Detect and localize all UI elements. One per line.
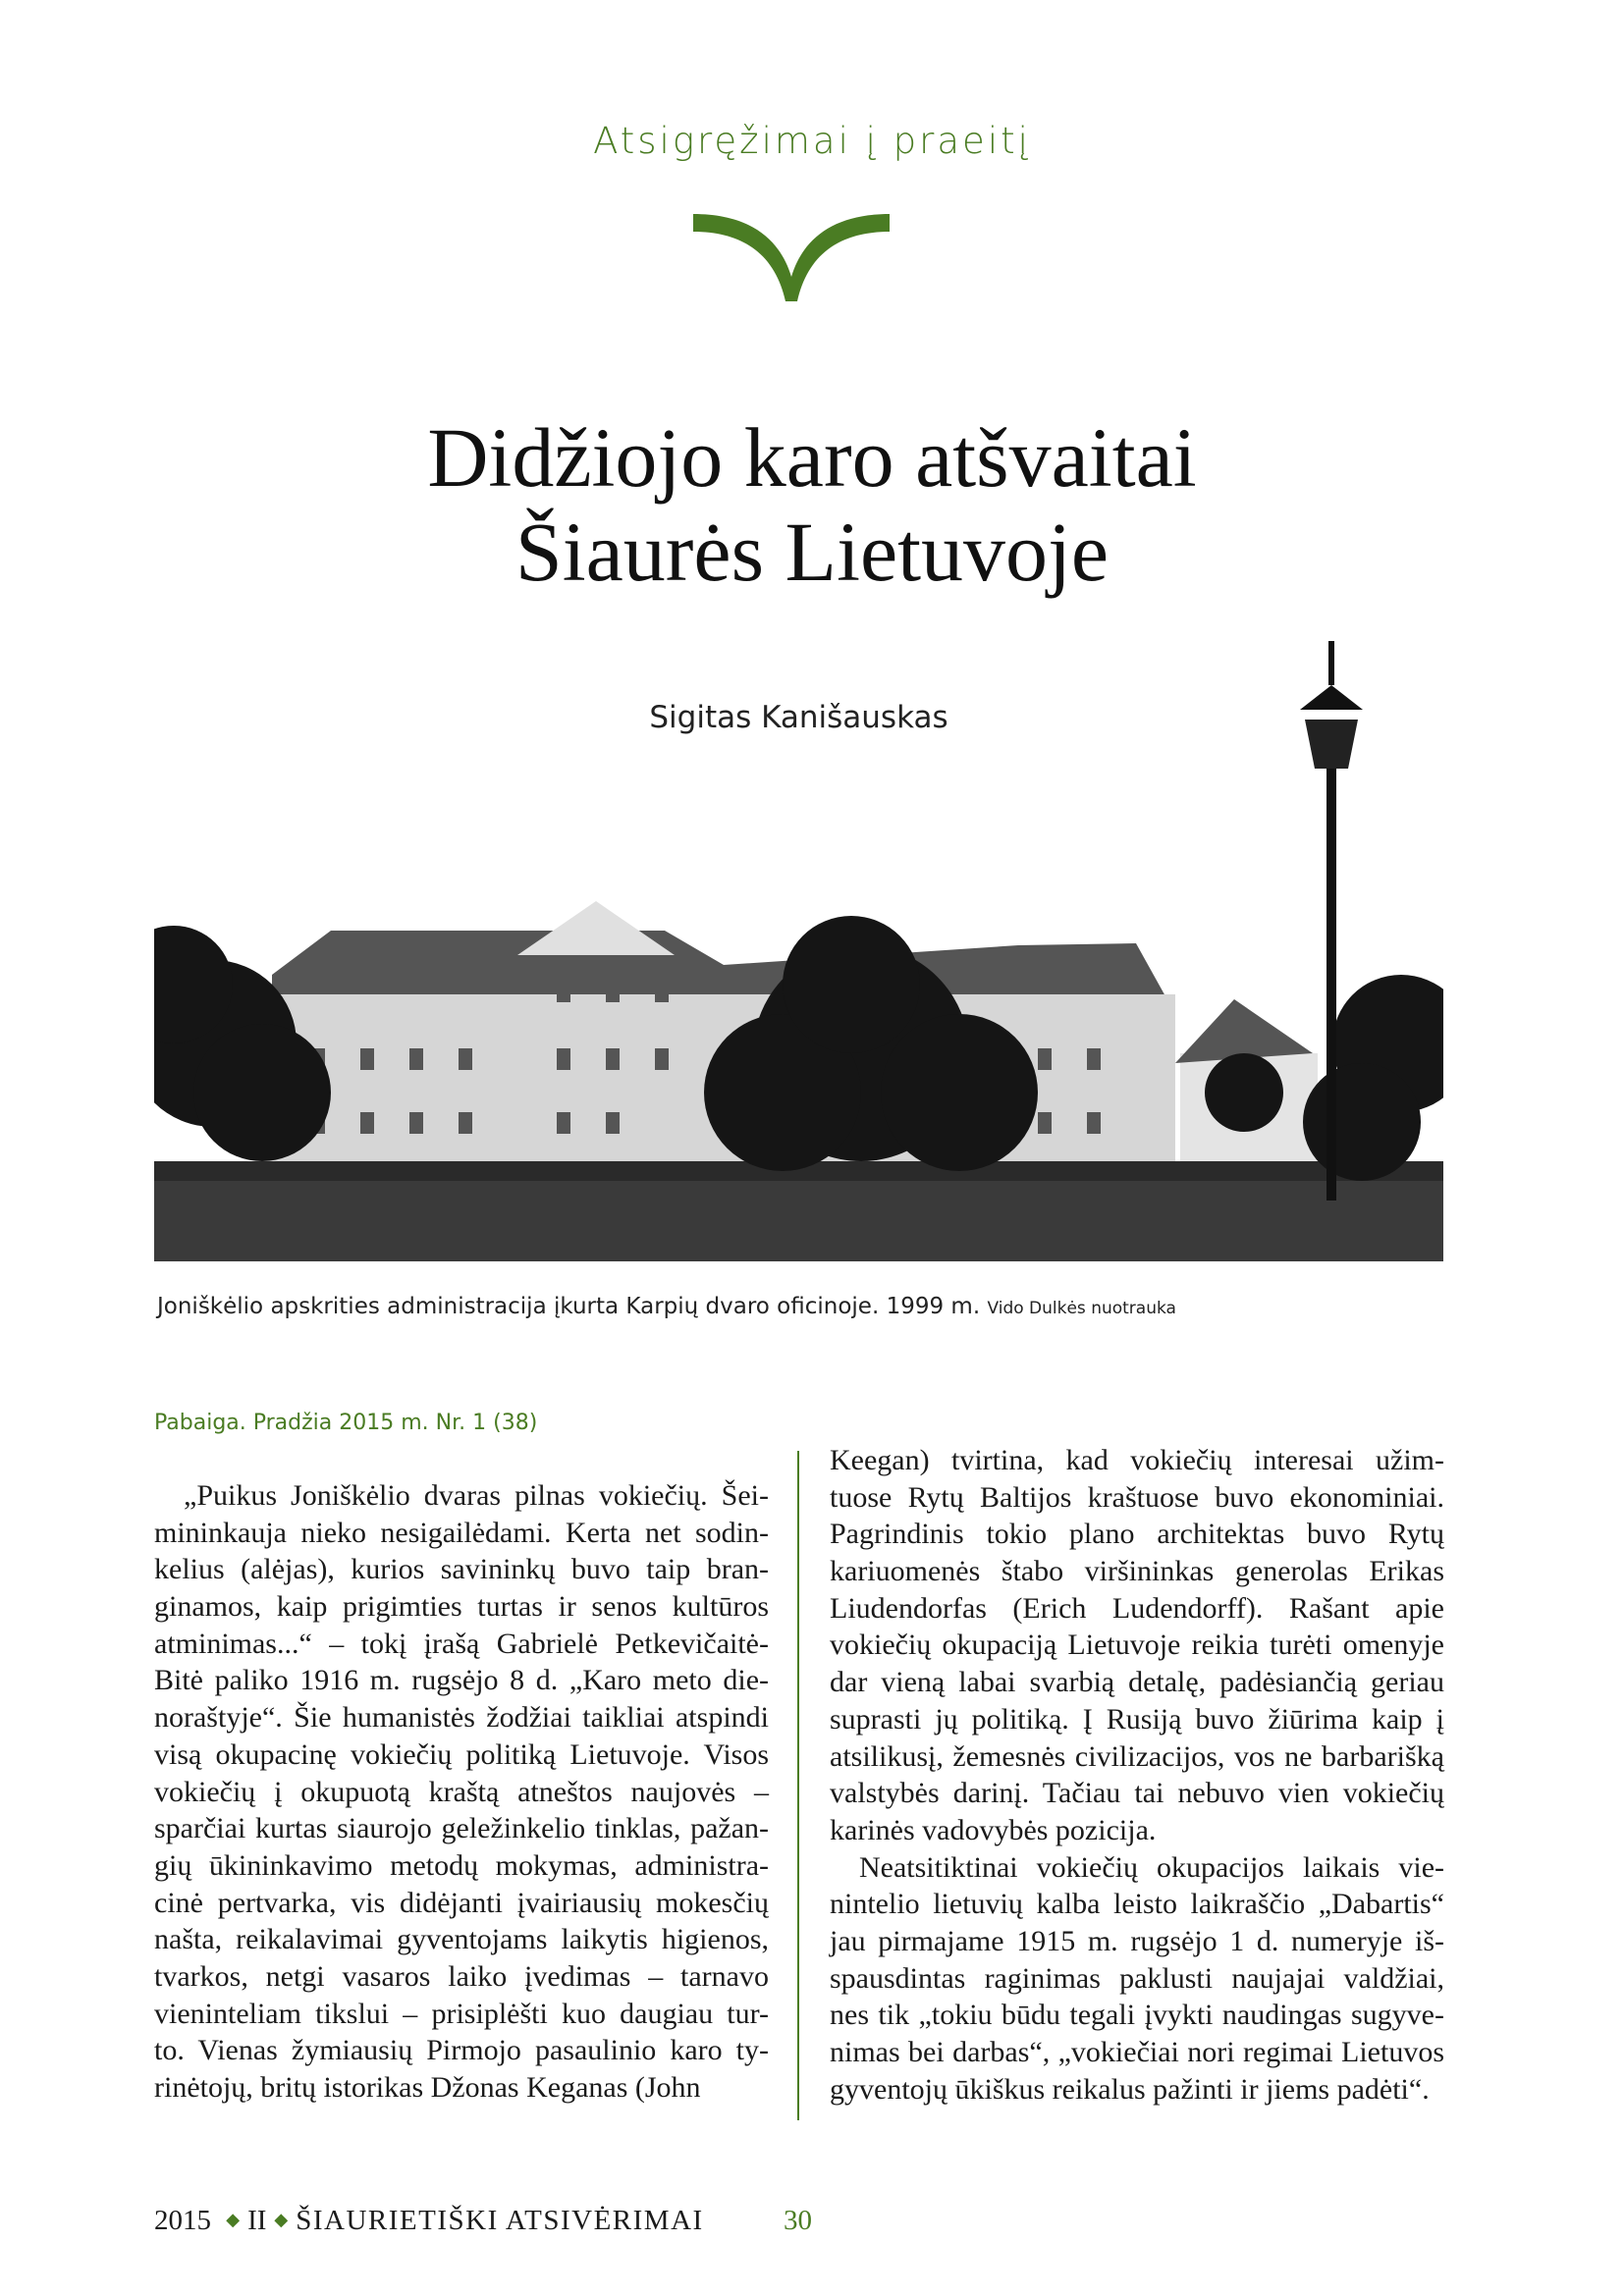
diamond-icon: ◆ xyxy=(226,2210,241,2229)
manor-photo xyxy=(154,631,1443,1261)
text-line: dar vieną labai svarbią detalę, padėsiančią geriau xyxy=(830,1666,1444,1699)
text-line: gių ūkininkavimo metodų mokymas, administra- xyxy=(154,1848,769,1882)
text-line: nintelio lietuvių kalba leisto laikraščio „Dabartis“ xyxy=(830,1888,1444,1921)
footer xyxy=(154,2205,704,2237)
footer-issue: II xyxy=(247,2205,267,2236)
text-line: suprasti jų politiką. Į Rusiją buvo žiūrima kaip į xyxy=(830,1702,1444,1735)
text-line: karinės vadovybės pozicija. xyxy=(830,1813,1157,1846)
author-name: Sigitas Kanišauskas xyxy=(649,700,948,735)
text-line: rinėtojų, britų istorikas Džonas Keganas (John xyxy=(154,2071,701,2104)
text-line: tuose Rytų Baltijos kraštuose buvo ekonominiai. xyxy=(830,1480,1444,1514)
body-column-2 xyxy=(830,1442,1444,2108)
text-line: noraštyje“. Šie humanistės žodžiai taikliai atspindi xyxy=(154,1701,769,1735)
text-line: vokiečių į okupuotą kraštą atneštos naujovės – xyxy=(154,1775,769,1808)
footer-magazine: ŠIAURIETIŠKI ATSIVĖRIMAI xyxy=(296,2205,704,2236)
text-line: atminimas...“ – tokį įrašą Gabrielė Petkevičaitė- xyxy=(154,1627,769,1660)
title-line: Didžiojo karo atšvaitai xyxy=(427,410,1197,505)
text-line: kariuomenės štabo viršininkas generolas Erikas xyxy=(830,1555,1444,1588)
text-line: tvarkos, netgi vasaros laiko įvedimas – tarnavo xyxy=(154,1959,769,1993)
text-line: Pagrindinis tokio plano architektas buvo Rytų xyxy=(830,1518,1444,1551)
photo-credit: Vido Dulkės nuotrauka xyxy=(987,1299,1176,1318)
text-line: vieninteliam tikslui – prisiplėšti kuo daugiau tur- xyxy=(154,1997,769,2030)
text-line: cinė pertvarka, vis didėjanti įvairiausių mokesčių xyxy=(154,1886,769,1919)
text-line: Neatsitiktinai vokiečių okupacijos laikais vie- xyxy=(859,1850,1444,1884)
article-title xyxy=(0,410,1624,599)
diamond-icon: ◆ xyxy=(274,2210,289,2229)
photo-caption xyxy=(157,1294,1176,1319)
text-line: vokiečių okupaciją Lietuvoje reikia turėti omenyje xyxy=(830,1629,1444,1662)
section-heading: Atsigręžimai į praeitį xyxy=(593,120,1031,162)
continuation-note: Pabaiga. Pradžia 2015 m. Nr. 1 (38) xyxy=(154,1411,538,1435)
text-line: nes tik „tokiu būdu tegali įvykti naudingas sugyve- xyxy=(830,1999,1444,2032)
text-line: kelius (alėjas), kurios savininkų buvo taip bran- xyxy=(154,1553,769,1586)
text-line: gyventojų ūkiškus reikalus pažinti ir jiems padėti“. xyxy=(830,2072,1430,2106)
body-column-1 xyxy=(154,1477,769,2107)
text-line: to. Vienas žymiausių Pirmojo pasaulinio karo ty- xyxy=(154,2034,769,2067)
title-line: Šiaurės Lietuvoje xyxy=(514,505,1110,599)
caption-text: Joniškėlio apskrities administracija įkurta Karpių dvaro oficinoje. 1999 m. xyxy=(157,1294,981,1319)
text-line: Bitė paliko 1916 m. rugsėjo 8 d. „Karo meto die- xyxy=(154,1664,769,1697)
text-line: sparčiai kurtas siaurojo geležinkelio tinklas, pažan- xyxy=(154,1812,769,1845)
page-number: 30 xyxy=(784,2205,812,2236)
text-line: atsilikusį, žemesnės civilizacijos, vos ne barbarišką xyxy=(830,1739,1444,1773)
text-line: spausdintas raginimas paklusti naujajai valdžiai, xyxy=(830,1961,1444,1995)
text-line: Liudendorfas (Erich Ludendorff). Rašant apie xyxy=(830,1591,1444,1625)
text-line: ginamos, kaip prigimties turtas ir senos kultūros xyxy=(154,1590,769,1624)
text-line: mininkauja nieko nesigailėdami. Kerta net sodin- xyxy=(154,1516,769,1549)
text-line: visą okupacinę vokiečių politiką Lietuvoje. Visos xyxy=(154,1737,769,1771)
text-line: našta, reikalavimai gyventojams laikytis higienos, xyxy=(154,1923,769,1956)
text-line: „Puikus Joniškėlio dvaras pilnas vokiečių. Šei- xyxy=(184,1479,769,1512)
text-line: jau pirmajame 1915 m. rugsėjo 1 d. numeryje iš- xyxy=(830,1924,1444,1957)
footer-year: 2015 xyxy=(154,2205,211,2236)
text-line: nimas bei darbas“, „vokiečiai nori regimai Lietuvos xyxy=(830,2036,1444,2068)
v-emblem-icon xyxy=(687,208,895,306)
text-line: Keegan) tvirtina, kad vokiečių interesai užim- xyxy=(830,1444,1444,1476)
column-divider xyxy=(797,1451,799,2120)
text-line: valstybės darinį. Tačiau tai nebuvo vien vokiečių xyxy=(830,1777,1444,1810)
